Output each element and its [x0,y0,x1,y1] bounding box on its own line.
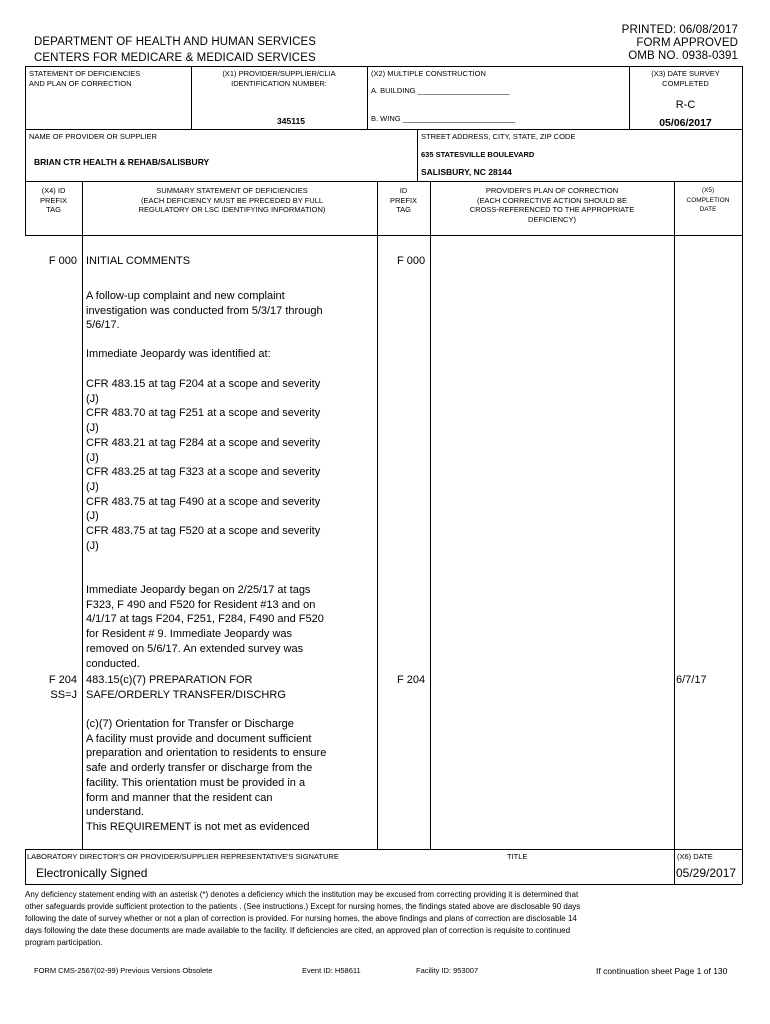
jeopardy-timeline-paragraph: Immediate Jeopardy began on 2/25/17 at tags F323, F 490 and F520 for Resident #13 and on 4/1/17 at tags F204, F251, F284, F490 and F520 for Resident # 9. Immediate Jeopardy was removed on 5/6/17. An extended survey was conducted. [86,584,324,670]
provider-name-label: NAME OF PROVIDER OR SUPPLIER [29,132,157,141]
initial-comments-heading: INITIAL COMMENTS [86,255,191,267]
city-state-zip: SALISBURY, NC 28144 [421,167,512,177]
wing-field: B. WING ___________________________ [371,114,516,123]
tag-f000: F 000 [48,255,77,267]
scope-severity: SS=J [50,689,77,701]
x4-header: (X4) ID PREFIX TAG [39,186,68,214]
plan-header: PROVIDER'S PLAN OF CORRECTION (EACH CORRECTIVE ACTION SHOULD BE CROSS-REFERENCED TO THE APPROPRIATE DEFICIENCY) [469,186,635,224]
form-number: FORM CMS-2567(02-99) Previous Versions Obsolete [34,966,213,975]
provider-id-number: 345115 [277,116,305,126]
signature-label: LABORATORY DIRECTOR'S OR PROVIDER/SUPPLIER REPRESENTATIVE'S SIGNATURE [27,852,339,861]
department-header [34,34,316,66]
x2-label: (X2) MULTIPLE CONSTRUCTION [371,69,486,78]
x3-label: (X3) DATE SURVEY COMPLETED [651,69,720,88]
x1-label: (X1) PROVIDER/SUPPLIER/CLIA IDENTIFICATION NUMBER: [222,69,336,88]
event-id: Event ID: H58611 [302,966,361,975]
department-name: DEPARTMENT OF HEALTH AND HUMAN SERVICES [34,36,317,48]
id-header: ID PREFIX TAG [389,186,418,214]
page-indicator: If continuation sheet Page 1 of 130 [596,966,728,976]
provider-name: BRIAN CTR HEALTH & REHAB/SALISBURY [34,157,210,167]
title-label: TITLE [507,852,528,861]
signature-value: Electronically Signed [36,866,148,880]
form-approved: FORM APPROVED [636,37,738,49]
f204-title: 483.15(c)(7) PREPARATION FOR SAFE/ORDERLY TRANSFER/DISCHRG [86,674,286,701]
building-field: A. BUILDING ______________________ [371,86,510,95]
statement-label: STATEMENT OF DEFICIENCIES AND PLAN OF CORRECTION [29,69,141,88]
survey-completed-date: 05/06/2017 [659,117,712,129]
signature-date-label: (X6) DATE [677,852,713,861]
print-info [622,24,738,63]
signature-date: 05/29/2017 [676,866,737,880]
facility-id: Facility ID: 953007 [416,966,479,975]
summary-header: SUMMARY STATEMENT OF DEFICIENCIES (EACH DEFICIENCY MUST BE PRECEDED BY FULL REGULATORY OR LSC IDENTIFYING INFORMATION) [138,186,326,214]
disclaimer-text: Any deficiency statement ending with an asterisk (*) denotes a deficiency which the institution may be excused from correcting providing it is determined that other safeguards provide sufficient protection to the patients . (See instructions.) Except for nursing homes, the findings stated above are disclosable 90 days following the date of survey whether or not a plan of correction is provided. For nursing homes, the above findings and plans of correction are disclosable 14 days following the date these documents are made available to the facility. If deficiencies are cited, an approved plan of correction is requisite to continued program participation. [25,890,581,947]
printed-date: PRINTED: 06/08/2017 [621,24,738,36]
survey-type: R-C [675,99,696,111]
f204-requirement-text: (c)(7) Orientation for Transfer or Discharge A facility must provide and document sufficient preparation and orientation to residents to ensure safe and orderly transfer or discharge from the facility. This orientation must be provided in a form and manner that the resident can understand. This REQUIREMENT is not met as evidenced [86,718,327,833]
tag-f204-plan: F 204 [397,674,426,686]
tag-f000-plan: F 000 [397,255,426,267]
tag-f204: F 204 [48,674,77,686]
completion-date: 6/7/17 [676,674,707,686]
jeopardy-identified-text: Immediate Jeopardy was identified at: [86,348,271,360]
omb-number: OMB NO. 0938-0391 [628,50,738,62]
street-address: 635 STATESVILLE BOULEVARD [421,150,535,159]
cfr-list: CFR 483.15 at tag F204 at a scope and severity (J) CFR 483.70 at tag F251 at a scope and severity (J) CFR 483.21 at tag F284 at a scope and severity (J) CFR 483.25 at tag F323 at a scope and severity (J) CFR 483.75 at tag F490 at a scope and severity (J) CFR 483.75 at tag F520 at a scope and severity (J) [86,378,321,552]
agency-name: CENTERS FOR MEDICARE & MEDICAID SERVICES [34,52,316,64]
address-label: STREET ADDRESS, CITY, STATE, ZIP CODE [421,132,576,141]
x5-header: (X5) COMPLETION DATE [686,187,730,213]
survey-intro-paragraph: A follow-up complaint and new complaint investigation was conducted from 5/3/17 through 5/6/17. [86,290,323,332]
